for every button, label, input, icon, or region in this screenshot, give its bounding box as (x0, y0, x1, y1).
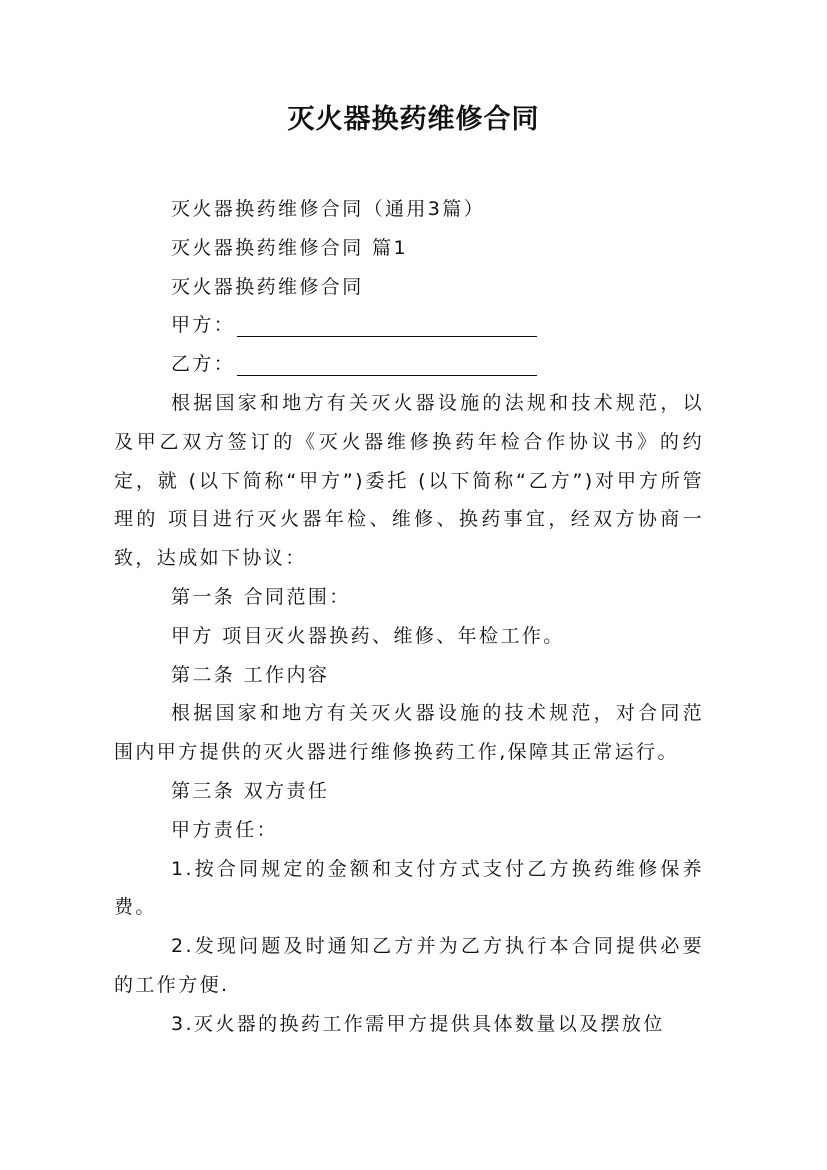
duty-item-2: 2.发现问题及时通知乙方并为乙方执行本合同提供必要的工作方便. (114, 935, 704, 996)
article-1-heading: 第一条 合同范围： (171, 585, 351, 608)
paragraph-contract-name: 灭火器换药维修合同 (171, 275, 364, 298)
party-b-blank (237, 353, 537, 376)
paragraph-preamble: 根据国家和地方有关灭火器设施的法规和技术规范，以及甲乙双方签订的《灭火器维修换药年检合作协议书》的约定，就 (以下简称“甲方”)委托 (以下简称“乙方”)对甲方所管理的 项目进行灭火器年检、维修、换药事宜，经双方协商一致，达成如下协议： (114, 391, 704, 570)
document-body (114, 190, 704, 1044)
article-3-heading: 第三条 双方责任 (171, 779, 330, 802)
document-title: 灭火器换药维修合同 (287, 104, 540, 135)
party-a-blank (237, 314, 537, 337)
duty-item-1: 1.按合同规定的金额和支付方式支付乙方换药维修保养费。 (114, 857, 704, 919)
paragraph-subtitle: 灭火器换药维修合同（通用3篇） (171, 198, 486, 220)
duty-item-3: 3.灭火器的换药工作需甲方提供具体数量以及摆放位 (171, 1012, 665, 1035)
article-1-body: 甲方 项目灭火器换药、维修、年检工作。 (171, 624, 565, 647)
article-2-heading: 第二条 工作内容 (171, 663, 330, 686)
party-a-line (114, 306, 704, 345)
party-a-duties-heading: 甲方责任： (171, 818, 279, 841)
article-2-body: 根据国家和地方有关灭火器设施的技术规范，对合同范围内甲方提供的灭火器进行维修换药工作,保障其正常运行。 (114, 702, 704, 764)
paragraph-section-heading: 灭火器换药维修合同 篇1 (171, 236, 408, 259)
party-b-label: 乙方： (171, 353, 236, 376)
party-b-line (114, 345, 704, 384)
party-a-label: 甲方： (171, 314, 236, 337)
